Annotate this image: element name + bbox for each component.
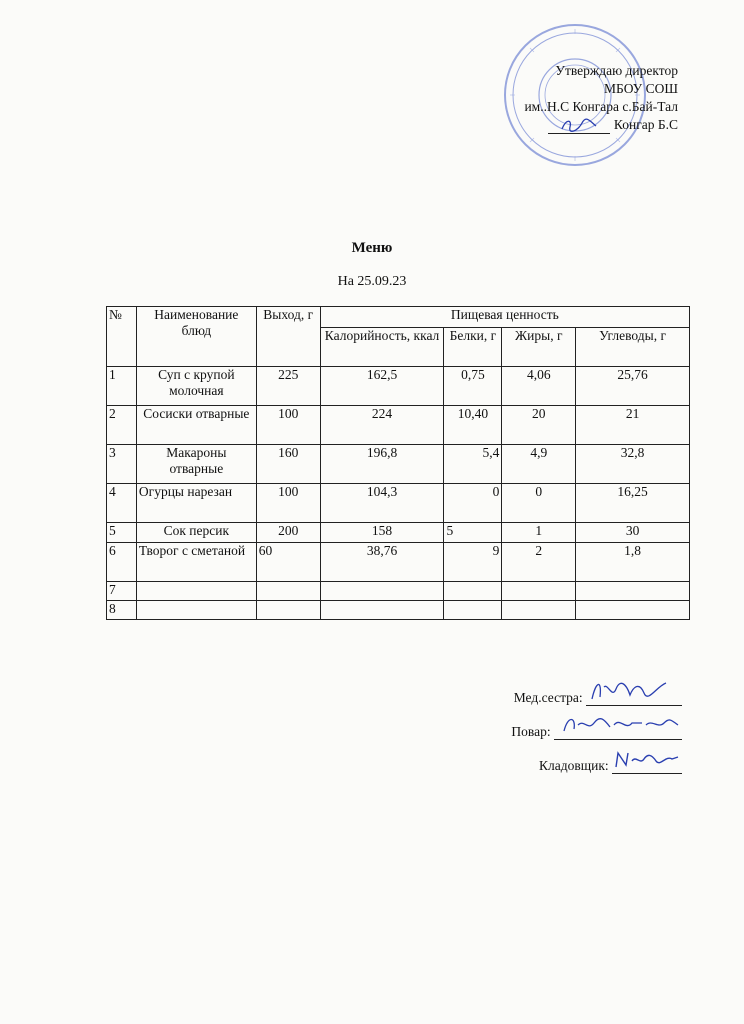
dish-carbs: 1,8 (576, 543, 690, 582)
nurse-label: Мед.сестра: (513, 690, 583, 705)
dish-yield (256, 601, 320, 620)
dish-name (136, 601, 256, 620)
dish-name: Сосиски отварные (136, 406, 256, 445)
dish-carbs: 21 (576, 406, 690, 445)
dish-fat: 0 (502, 484, 576, 523)
dish-fat: 4,9 (502, 445, 576, 484)
table-row (107, 582, 690, 601)
dish-yield: 200 (256, 523, 320, 543)
header-num: № (107, 307, 137, 367)
dish-carbs: 16,25 (576, 484, 690, 523)
row-num: 3 (107, 445, 137, 484)
header-calories: Калорийность, ккал (320, 328, 444, 367)
cook-label: Повар: (511, 724, 551, 739)
dish-calories: 196,8 (320, 445, 444, 484)
nurse-signature (586, 677, 682, 705)
dish-carbs: 25,76 (576, 367, 690, 406)
row-num: 7 (107, 582, 137, 601)
table-row (107, 523, 690, 543)
dish-yield: 225 (256, 367, 320, 406)
dish-protein (444, 601, 502, 620)
approval-line-1: Утверждаю директор (555, 63, 678, 78)
dish-carbs: 30 (576, 523, 690, 543)
staff-signatures (442, 690, 682, 792)
dish-calories: 162,5 (320, 367, 444, 406)
approval-line-3: им..Н.С Конгара с.Бай-Тал (524, 99, 678, 114)
director-signature-line (548, 119, 610, 134)
menu-date: На 25.09.23 (337, 274, 407, 289)
dish-fat: 4,06 (502, 367, 576, 406)
dish-fat: 1 (502, 523, 576, 543)
row-num: 4 (107, 484, 137, 523)
row-num: 2 (107, 406, 137, 445)
header-yield: Выход, г (256, 307, 320, 367)
storekeeper-signature-row (442, 758, 682, 792)
dish-name: Суп с крупой молочная (136, 367, 256, 406)
menu-table (106, 306, 690, 620)
table-row (107, 601, 690, 620)
cook-signature (554, 711, 682, 739)
dish-fat (502, 582, 576, 601)
dish-yield (256, 582, 320, 601)
storekeeper-signature (612, 745, 682, 773)
dish-yield: 100 (256, 484, 320, 523)
dish-calories: 104,3 (320, 484, 444, 523)
dish-calories: 158 (320, 523, 444, 543)
dish-protein: 0,75 (444, 367, 502, 406)
header-nutrition: Пищевая ценность (320, 307, 689, 328)
dish-protein: 9 (444, 543, 502, 582)
row-num: 8 (107, 601, 137, 620)
header-fat: Жиры, г (502, 328, 576, 367)
page-title: Меню (351, 240, 393, 256)
header-protein: Белки, г (444, 328, 502, 367)
dish-fat (502, 601, 576, 620)
table-row (107, 484, 690, 523)
dish-fat: 20 (502, 406, 576, 445)
storekeeper-signature-line (612, 759, 682, 774)
table-row (107, 406, 690, 445)
row-num: 1 (107, 367, 137, 406)
nurse-signature-line (586, 691, 682, 706)
dish-name: Сок персик (136, 523, 256, 543)
dish-protein (444, 582, 502, 601)
dish-name: Огурцы нарезан (136, 484, 256, 523)
dish-calories: 224 (320, 406, 444, 445)
dish-calories (320, 582, 444, 601)
dish-protein: 0 (444, 484, 502, 523)
dish-calories: 38,76 (320, 543, 444, 582)
dish-protein: 10,40 (444, 406, 502, 445)
table-row (107, 445, 690, 484)
dish-name: Творог с сметаной (136, 543, 256, 582)
approval-line-2: МБОУ СОШ (604, 81, 678, 96)
director-signature (560, 117, 600, 133)
row-num: 6 (107, 543, 137, 582)
dish-carbs (576, 601, 690, 620)
dish-yield: 160 (256, 445, 320, 484)
cook-signature-line (554, 725, 682, 740)
row-num: 5 (107, 523, 137, 543)
storekeeper-label: Кладовщик: (538, 758, 609, 773)
dish-fat: 2 (502, 543, 576, 582)
dish-carbs (576, 582, 690, 601)
table-row (107, 543, 690, 582)
dish-name: Макароны отварные (136, 445, 256, 484)
dish-protein: 5 (444, 523, 502, 543)
approval-block (458, 62, 678, 134)
dish-carbs: 32,8 (576, 445, 690, 484)
header-carbs: Углеводы, г (576, 328, 690, 367)
table-row (107, 367, 690, 406)
approval-line-4: Конгар Б.С (613, 117, 678, 132)
dish-name (136, 582, 256, 601)
dish-calories (320, 601, 444, 620)
dish-yield: 100 (256, 406, 320, 445)
dish-protein: 5,4 (444, 445, 502, 484)
header-name: Наименование блюд (136, 307, 256, 367)
dish-yield: 60 (256, 543, 320, 582)
